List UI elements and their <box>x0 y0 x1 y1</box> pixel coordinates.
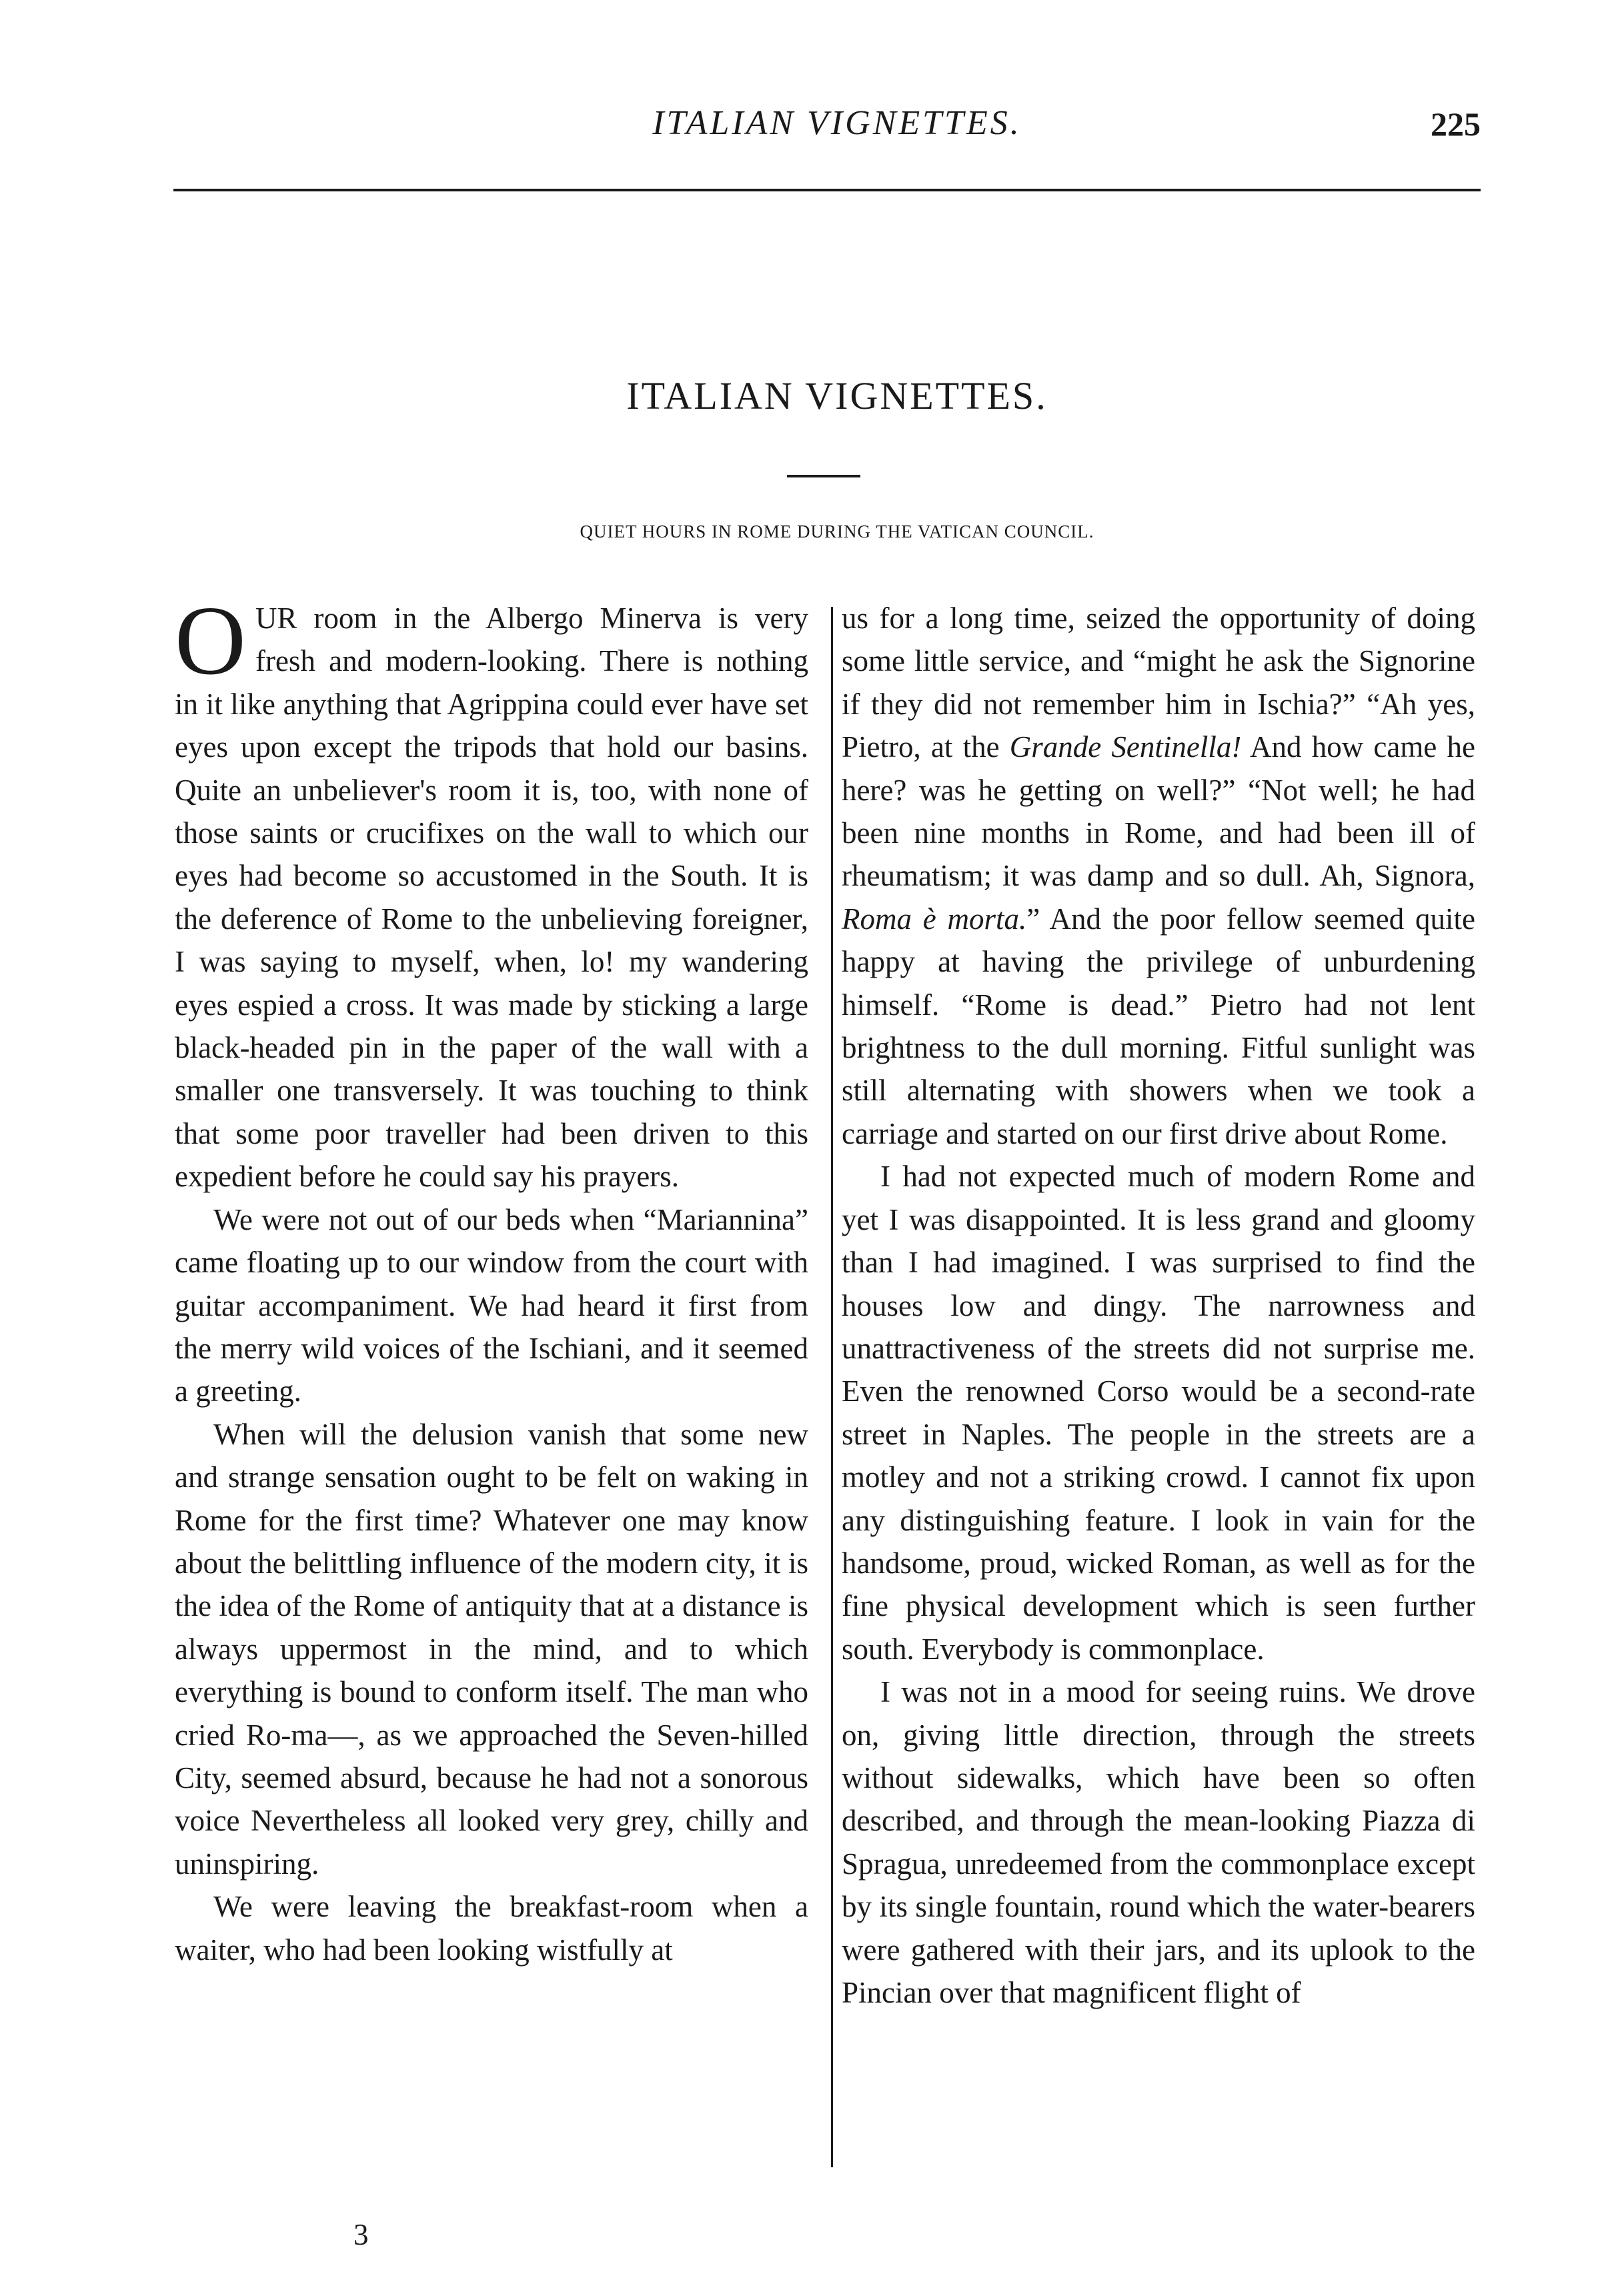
paragraph-text: ” And the poor fellow seemed quite happy at having the privilege of unburdening himself. “Rome is dead.” Pietro had not lent brightness to the dull morning. Fitful sunlight was still alternating with showers when we took a carriage and started on our first drive about Rome. <box>842 902 1475 1150</box>
paragraph: We were not out of our beds when “Mariannina” came floating up to our window from the court with guitar accompaniment. We had heard it first from the merry wild voices of the Ischiani, and it seemed a greeting. <box>175 1202 808 1408</box>
paragraph: We were leaving the breakfast-room when a waiter, who had been looking wistfully at <box>175 1890 808 1967</box>
italic-phrase: Grande Sentinella! <box>1009 730 1242 764</box>
article-title: ITALIAN VIGNETTES. <box>626 374 1048 417</box>
column-divider <box>831 607 833 2167</box>
paragraph <box>175 586 808 1198</box>
title-rule <box>787 475 860 477</box>
paragraph-text: us for a long time, seized the opportunity of doing some little service, and “might he ask the Signorine if they did not remember him in Ischia?” “Ah yes, Pietro, at the <box>842 602 1475 764</box>
signature-mark: 3 <box>353 2218 369 2251</box>
paragraph-text: And how came he here? was he getting on well?” “Not well; he had been nine months in Rome, and had been ill of rheumatism; it was damp and so dull. Ah, Signora, <box>842 730 1475 893</box>
first-word: UR <box>255 602 297 635</box>
paragraph: When will the delusion vanish that some new and strange sensation ought to be felt on waking in Rome for the first time? Whatever one may know about the belittling influence of the modern city, it is the idea of the Rome of antiquity that at a distance is always uppermost in the mind, and to which everything is bound to conform itself. The man who cried Ro-ma—, as we approached the Seven-hilled City, seemed absurd, because he had not a sonorous voice Nevertheless all looked very grey, chilly and uninspiring. <box>175 1417 808 1881</box>
running-title: ITALIAN VIGNETTES. <box>652 104 1022 142</box>
paragraph-text: room in the Albergo Minerva is very fresh and modern-looking. There is nothing in it like anything that Agrippina could ever have set eyes upon except the tripods that hold our basins. Quite an unbeliever's room it is, too, with none of those saints or crucifixes on the wall to which our eyes had become so accustomed in the South. It is the deference of Rome to the unbelieving foreigner, I was saying to myself, when, lo! my wandering eyes espied a cross. It was made by sticking a large black-headed pin in the paper of the wall with a smaller one transversely. It was touching to think that some poor traveller had been driven to this expedient before he could say his prayers. <box>175 602 808 1194</box>
article-subtitle: QUIET HOURS IN ROME DURING THE VATICAN COUNCIL. <box>580 521 1094 541</box>
paragraph: I was not in a mood for seeing ruins. We drove on, giving little direction, through the streets without sidewalks, which have been so often described, and through the mean-looking Piazza di Spragua, unredeemed from the commonplace except by its single fountain, round which the water-bearers were gathered with their jars, and its uplook to the Pincian over that magnificent flight of <box>842 1675 1475 2009</box>
drop-cap: O <box>175 586 246 696</box>
page-number: 225 <box>1431 105 1481 143</box>
right-column <box>842 597 1475 2014</box>
header-rule <box>173 189 1481 191</box>
paragraph <box>842 597 1475 1155</box>
paragraph: I had not expected much of modern Rome and yet I was disappointed. It is less grand and gloomy than I had imagined. I was surprised to find the houses low and dingy. The narrowness and unattractiveness of the streets did not surprise me. Even the renowned Corso would be a second-rate street in Naples. The people in the streets are a motley and not a striking crowd. I cannot fix upon any distinguishing feature. I look in vain for the handsome, proud, wicked Roman, as well as for the fine physical development which is seen further south. Everybody is commonplace. <box>842 1160 1475 1666</box>
running-head <box>173 103 1501 170</box>
italic-phrase: Roma è morta. <box>842 902 1027 936</box>
left-column <box>175 586 808 1971</box>
